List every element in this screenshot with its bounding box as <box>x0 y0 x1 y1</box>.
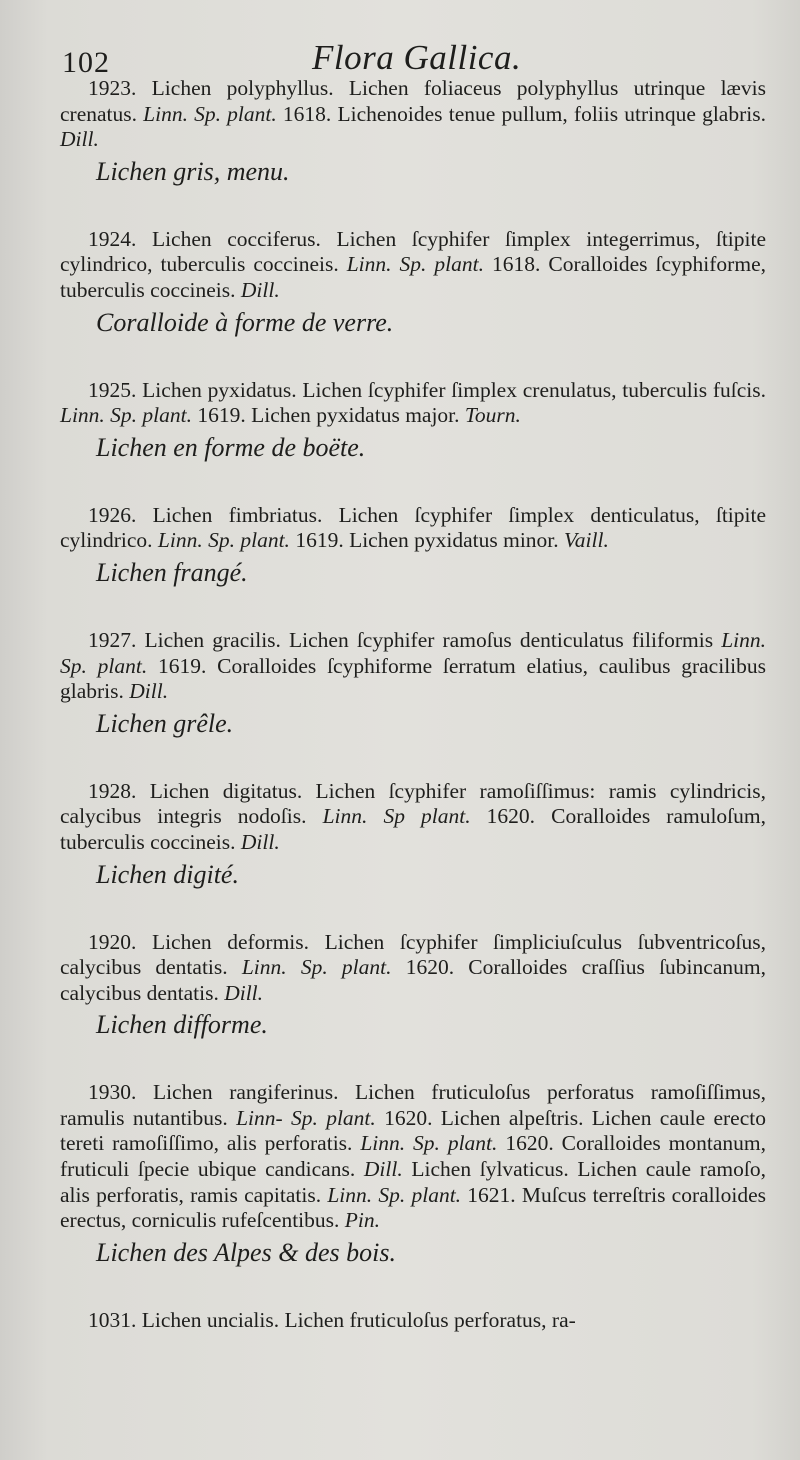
species-entry <box>60 76 766 187</box>
citation-text: Linn. Sp. plant. <box>346 252 484 277</box>
latin-description <box>60 628 766 705</box>
description-text: 1618. Lichenoides tenue pullum, foliis utrinque glabris. <box>276 101 766 126</box>
citation-text: Linn. Sp. plant. <box>60 627 766 678</box>
citation-text: Dill. <box>224 980 264 1005</box>
french-common-name: Lichen difforme. <box>96 1010 268 1040</box>
citation-text: Linn. Sp. plant. <box>360 1131 498 1156</box>
description-text: 1923. Lichen polyphyllus. Lichen foliaceus polyphyllus utrinque lævis crenatus. <box>60 76 766 126</box>
latin-description <box>60 378 766 429</box>
french-common-name: Lichen digité. <box>96 859 239 889</box>
citation-text: Linn- Sp. plant. <box>236 1105 376 1130</box>
description-text: 1619. Lichen pyxidatus major. <box>192 403 465 428</box>
species-entry <box>60 503 766 588</box>
citation-text: Dill. <box>60 127 99 152</box>
entries-list <box>60 76 766 1333</box>
citation-text: Tourn. <box>464 403 521 428</box>
description-text: 1620. Coralloides craſſius ſubincanum, calycibus dentatis. <box>60 955 766 1005</box>
french-common-name: Lichen en forme de boëte. <box>96 432 366 462</box>
citation-text: Linn. Sp. plant. <box>157 528 290 553</box>
description-text: 1926. Lichen fimbriatus. Lichen ſcyphifer ſimplex denticulatus, ſtipite cylindrico. <box>60 502 766 553</box>
latin-description <box>60 1308 766 1334</box>
citation-text: Vaill. <box>564 528 609 553</box>
species-entry <box>60 1080 766 1268</box>
citation-text: Pin. <box>344 1208 381 1233</box>
description-text: 1927. Lichen gracilis. Lichen ſcyphifer ramoſus denticulatus filiformis <box>88 627 722 652</box>
citation-text: Dill. <box>240 277 280 302</box>
description-text: 1620. Lichen alpeſtris. Lichen caule erecto tereti ramoſiſſimo, alis perforatis. <box>60 1105 766 1156</box>
citation-text: Linn. Sp. plant. <box>143 101 277 126</box>
description-text: 1930. Lichen rangiferinus. Lichen fruticuloſus perforatus ramoſiſſimus, ramulis nutantibus. <box>60 1080 766 1130</box>
running-title: Flora Gallica. <box>312 38 522 77</box>
citation-text: Dill. <box>363 1157 403 1182</box>
french-common-name: Lichen gris, menu. <box>96 156 290 186</box>
description-text: 1618. Coralloides ſcyphiforme, tuberculis coccineis. <box>60 252 766 302</box>
latin-description <box>60 930 766 1007</box>
french-common-name: Coralloide à forme de verre. <box>96 307 394 337</box>
description-text: 1620. Coralloides montanum, fruticuli ſpecie ubique candicans. <box>60 1131 766 1182</box>
description-text: 1925. Lichen pyxidatus. Lichen ſcyphifer ſimplex crenulatus, tuberculis fuſcis. <box>88 377 766 402</box>
description-text: 1619. Coralloides ſcyphiforme ſerratum elatius, caulibus gracilibus glabris. <box>60 653 767 704</box>
page-header <box>0 32 800 78</box>
french-common-name: Lichen frangé. <box>96 557 248 587</box>
french-common-name: Lichen des Alpes & des bois. <box>96 1237 396 1267</box>
description-text: 1619. Lichen pyxidatus minor. <box>289 528 565 553</box>
species-entry <box>60 227 766 338</box>
latin-description <box>60 76 766 153</box>
latin-description <box>60 227 766 304</box>
latin-description <box>60 1080 766 1234</box>
description-text: 1920. Lichen deformis. Lichen ſcyphifer ſimpliciuſculus ſubventricoſus, calycibus dentatis. <box>60 929 766 980</box>
citation-text: Linn. Sp. plant. <box>327 1182 462 1207</box>
description-text: Lichen ſylvaticus. Lichen caule ramoſo, alis perforatis, ramis capitatis. <box>60 1157 767 1207</box>
citation-text: Linn. Sp. plant. <box>60 403 193 428</box>
citation-text: Linn. Sp plant. <box>322 804 471 829</box>
species-entry <box>60 628 766 739</box>
description-text: 1621. Muſcus terreſtris coralloides erectus, corniculis rufeſcentibus. <box>60 1182 766 1233</box>
description-text: 1924. Lichen cocciferus. Lichen ſcyphifer ſimplex integerrimus, ſtipite cylindrico, tuberculis coccineis. <box>60 226 766 277</box>
species-entry <box>60 930 766 1041</box>
citation-text: Dill. <box>240 829 280 854</box>
description-text: 1031. Lichen uncialis. Lichen fruticuloſus perforatus, ra- <box>88 1307 576 1332</box>
french-common-name: Lichen grêle. <box>96 708 234 738</box>
species-entry <box>60 1308 766 1334</box>
species-entry <box>60 378 766 463</box>
latin-description <box>60 503 766 554</box>
page-number: 102 <box>62 46 110 79</box>
species-entry <box>60 779 766 890</box>
description-text: 1620. Coralloides ramuloſum, tuberculis coccineis. <box>60 804 767 854</box>
citation-text: Dill. <box>129 679 169 704</box>
citation-text: Linn. Sp. plant. <box>241 955 392 980</box>
description-text: 1928. Lichen digitatus. Lichen ſcyphifer ramoſiſſimus: ramis cylindricis, calycibus integris nodoſis. <box>60 778 766 829</box>
latin-description <box>60 779 766 856</box>
